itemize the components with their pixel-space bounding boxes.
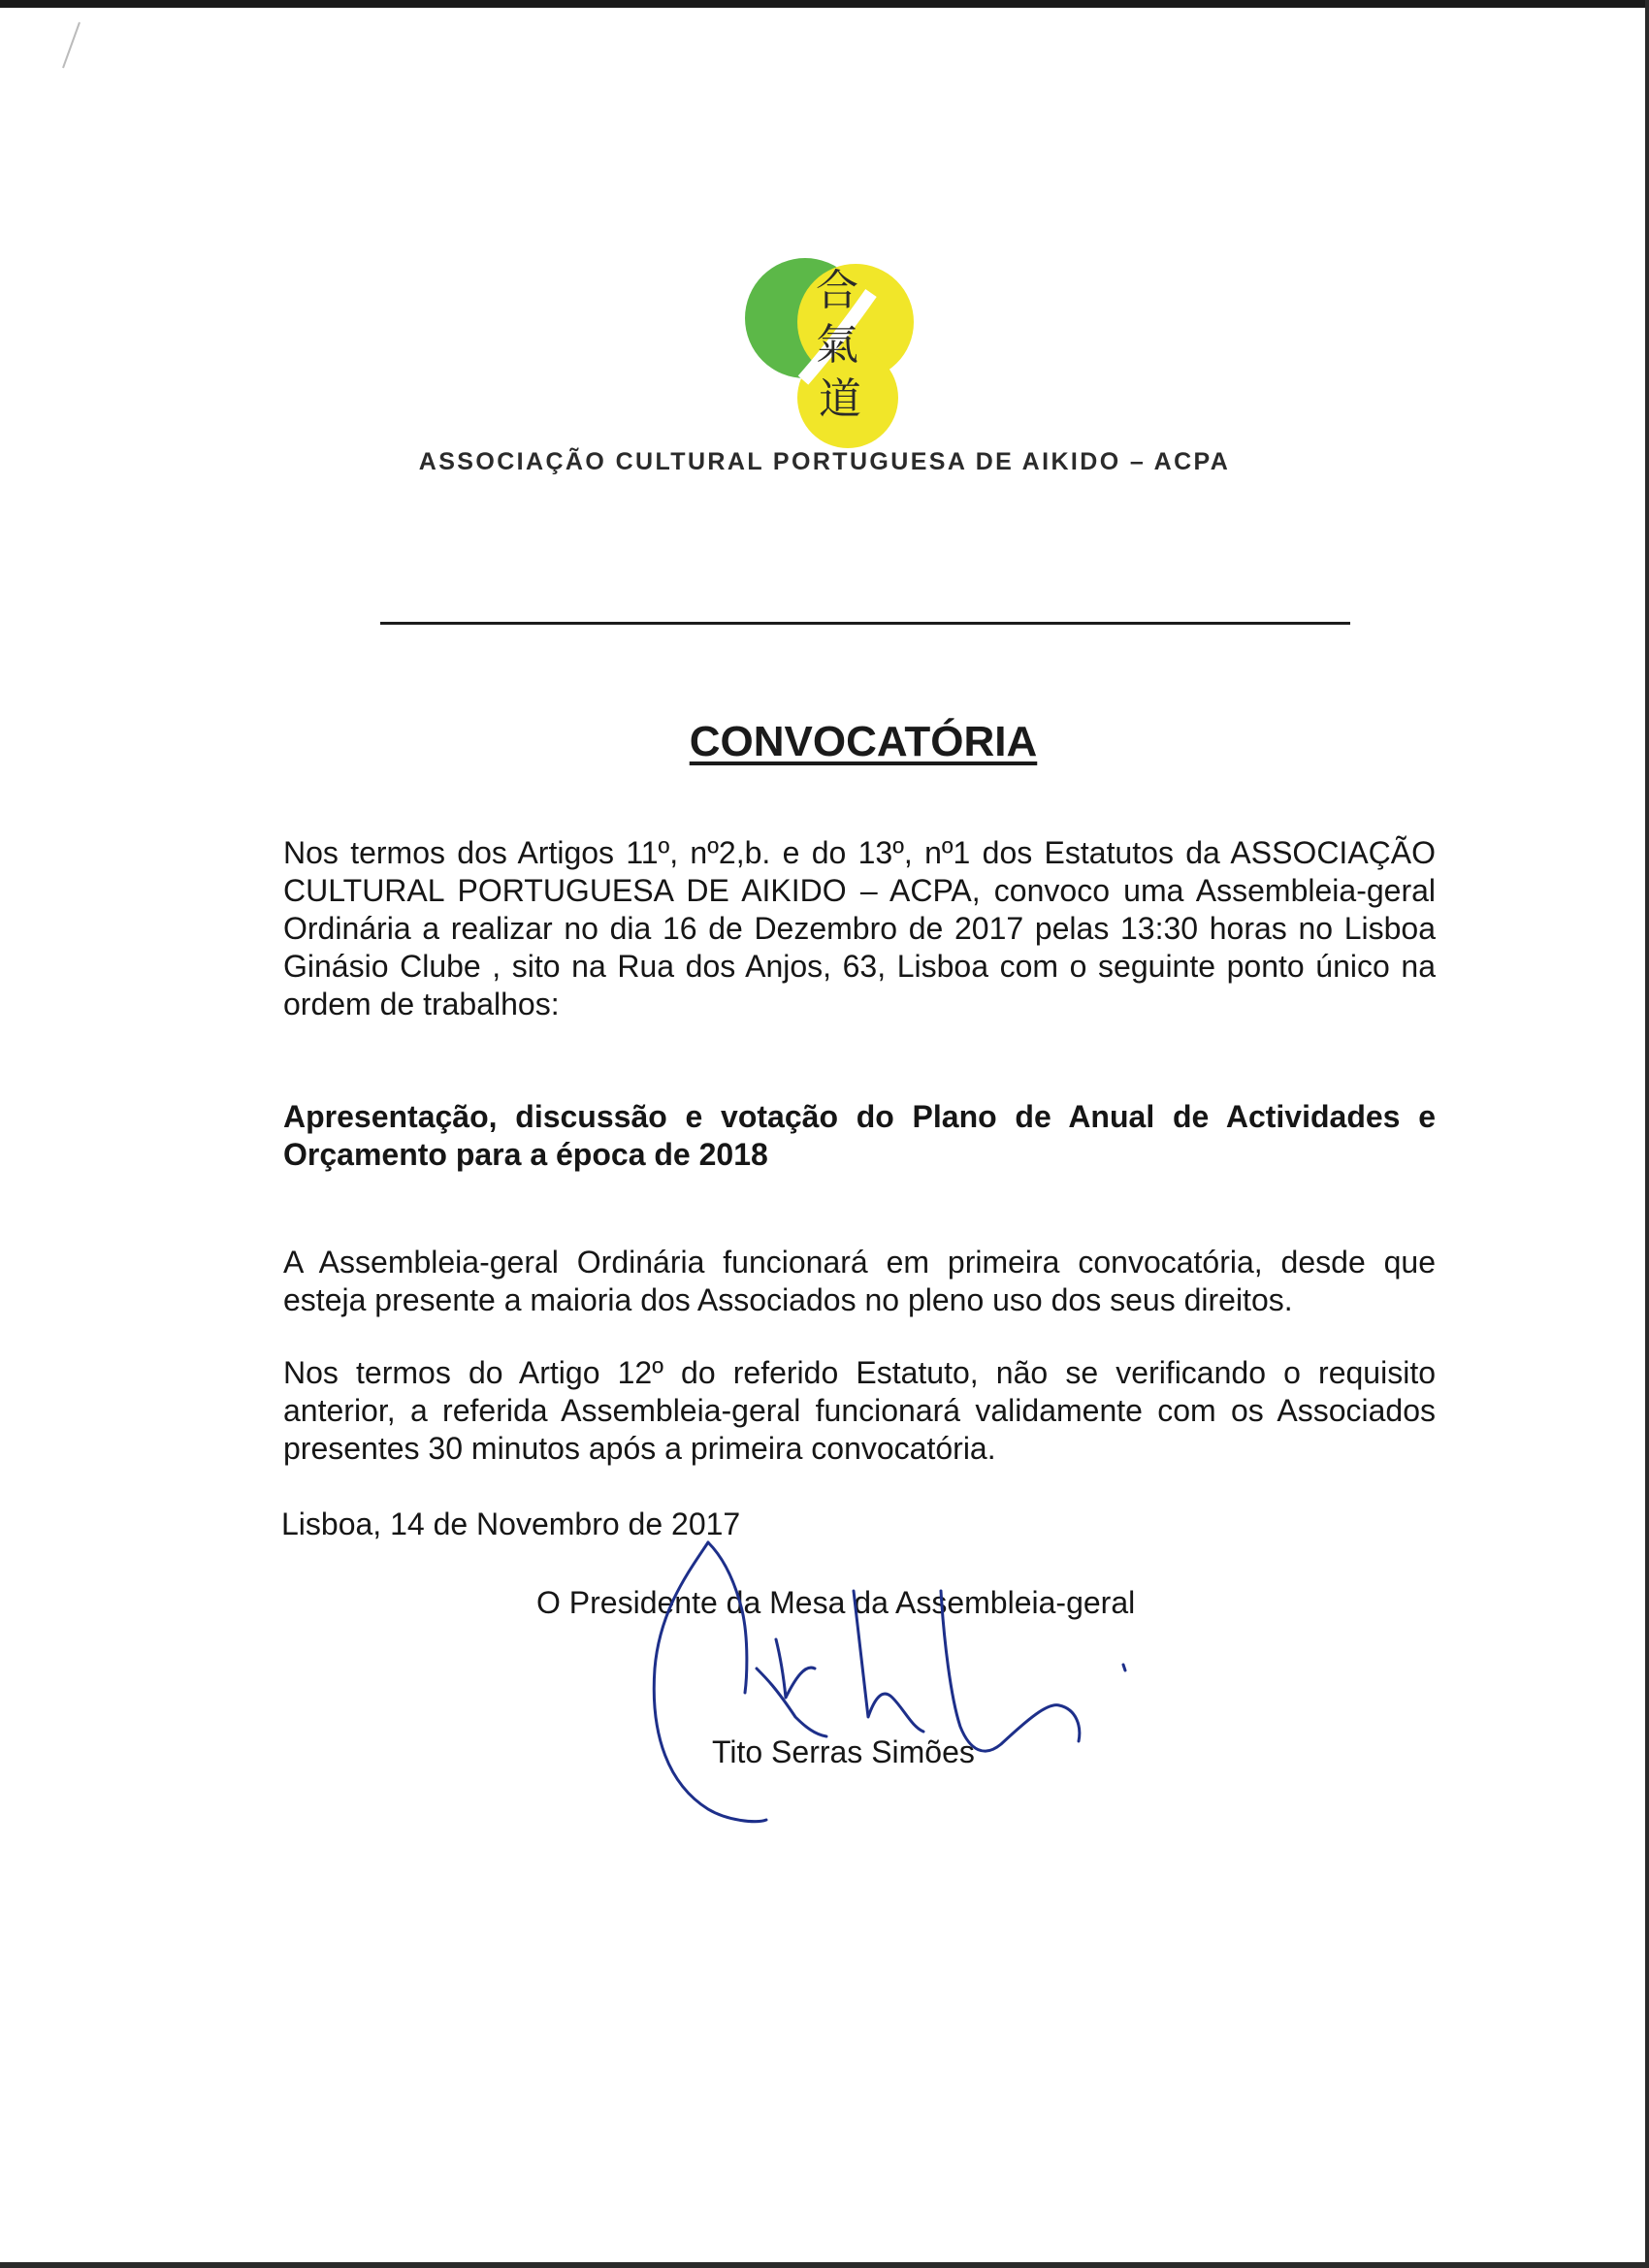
scan-edge-top xyxy=(0,0,1649,8)
organization-name: ASSOCIAÇÃO CULTURAL PORTUGUESA DE AIKIDO – ACPA xyxy=(418,448,1231,475)
document-title: CONVOCATÓRIA xyxy=(689,718,1038,765)
scan-edge-bottom xyxy=(0,2262,1649,2268)
header-rule xyxy=(380,622,1350,625)
logo-kanji-do: 道 xyxy=(819,374,861,424)
handwritten-signature xyxy=(621,1533,1164,1843)
president-role: O Presidente da Mesa da Assembleia-geral xyxy=(536,1585,1136,1620)
scan-edge-right xyxy=(1645,0,1649,2268)
quorum-paragraph: A Assembleia-geral Ordinária funcionará em primeira convocatória, desde que esteja presente a maioria dos Associados no pleno uso dos seus direitos. xyxy=(283,1245,1436,1317)
signer-name: Tito Serras Simões xyxy=(712,1734,975,1769)
aikido-logo xyxy=(735,254,939,448)
scan-mark xyxy=(58,15,87,73)
logo-kanji-ki: 氣 xyxy=(816,320,858,370)
convocation-paragraph: Nos termos dos Artigos 11º, nº2,b. e do 13º, nº1 dos Estatutos da ASSOCIAÇÃO CULTURAL PORTUGUESA DE AIKIDO – ACPA, convoco uma Assembleia-geral Ordinária a realizar no dia 16 de Dezembro de 2017 pelas 13:30 horas no Lisboa Ginásio Clube , sito na Rua dos Anjos, 63, Lisboa com o seguinte ponto único na ordem de trabalhos: xyxy=(283,835,1436,1021)
second-call-paragraph: Nos termos do Artigo 12º do referido Estatuto, não se verificando o requisito anterior, a referida Assembleia-geral funcionará validamente com os Associados presentes 30 minutos após a primeira convocatória. xyxy=(283,1355,1436,1466)
logo-kanji-ai: 合 xyxy=(816,266,858,315)
agenda-item: Apresentação, discussão e votação do Plano de Anual de Actividades e Orçamento para a época de 2018 xyxy=(283,1099,1436,1172)
date-line: Lisboa, 14 de Novembro de 2017 xyxy=(281,1507,741,1541)
